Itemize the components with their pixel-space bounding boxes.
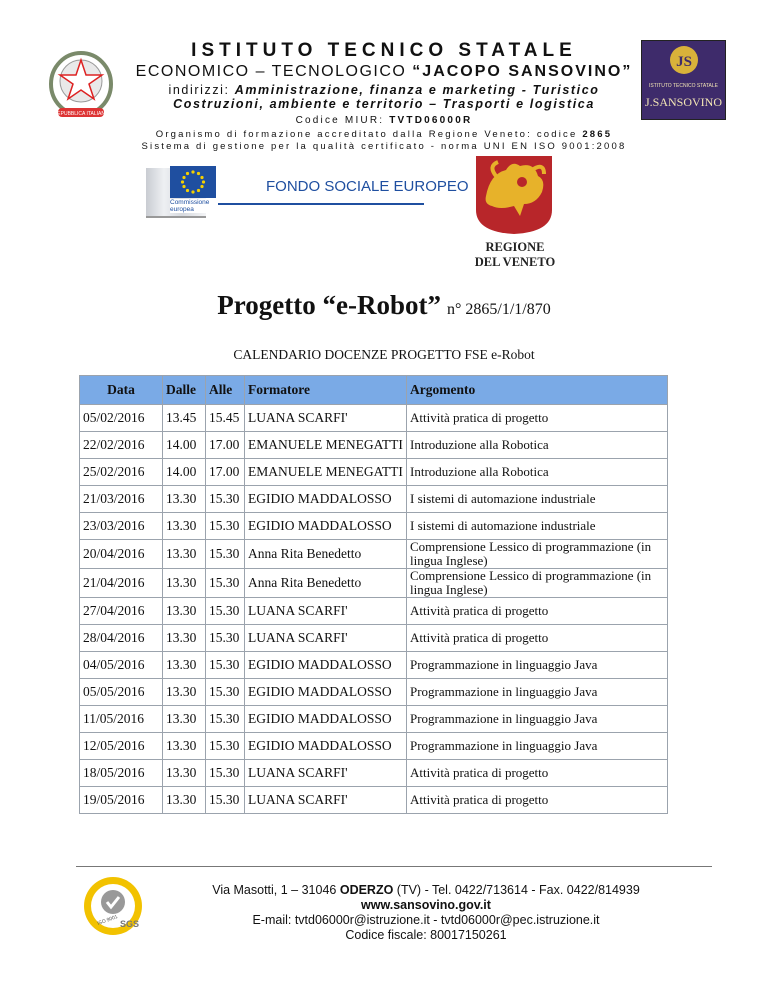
svg-text:JS: JS	[675, 54, 692, 70]
table-row	[80, 760, 668, 787]
cell-topic: Programmazione in linguaggio Java	[407, 706, 668, 733]
cell-to: 15.30	[206, 706, 245, 733]
cell-date: 04/05/2016	[80, 652, 163, 679]
cell-from: 14.00	[163, 432, 206, 459]
cell-trainer: EGIDIO MADDALOSSO	[245, 652, 407, 679]
eu-flag-icon	[170, 166, 216, 198]
cell-to: 17.00	[206, 432, 245, 459]
region-line2: DEL VENETO	[474, 255, 556, 269]
footer-city: ODERZO	[339, 883, 394, 897]
cell-to: 15.30	[206, 679, 245, 706]
cell-from: 13.30	[163, 679, 206, 706]
header-dalle: Dalle	[163, 376, 206, 405]
footer-fiscal-code: Codice fiscale: 80017150261	[345, 928, 507, 942]
cell-topic: Attività pratica di progetto	[407, 760, 668, 787]
sgs-certification-logo	[82, 875, 144, 937]
table-row	[80, 540, 668, 569]
cell-to: 15.30	[206, 569, 245, 598]
cell-to: 15.30	[206, 513, 245, 540]
fse-label: FONDO SOCIALE EUROPEO	[266, 178, 469, 195]
cell-trainer: EGIDIO MADDALOSSO	[245, 486, 407, 513]
table-row	[80, 569, 668, 598]
cell-from: 13.30	[163, 569, 206, 598]
fse-line	[218, 203, 424, 205]
cell-to: 15.30	[206, 760, 245, 787]
cell-topic: Attività pratica di progetto	[407, 625, 668, 652]
cell-date: 11/05/2016	[80, 706, 163, 733]
table-body	[80, 405, 668, 814]
sansovino-logo	[641, 40, 726, 120]
cell-topic: Programmazione in linguaggio Java	[407, 733, 668, 760]
cell-trainer: EGIDIO MADDALOSSO	[245, 733, 407, 760]
cell-to: 15.30	[206, 598, 245, 625]
cell-topic: Introduzione alla Robotica	[407, 432, 668, 459]
cell-topic: Attività pratica di progetto	[407, 598, 668, 625]
cell-date: 21/03/2016	[80, 486, 163, 513]
sgs-label: SGS	[120, 919, 140, 929]
institute-name: ISTITUTO TECNICO STATALE	[191, 40, 577, 61]
cell-trainer: EGIDIO MADDALOSSO	[245, 679, 407, 706]
footer-website[interactable]: www.sansovino.gov.it	[361, 898, 491, 912]
table-row	[80, 787, 668, 814]
cell-topic: Attività pratica di progetto	[407, 405, 668, 432]
cell-from: 13.30	[163, 760, 206, 787]
cell-date: 28/04/2016	[80, 625, 163, 652]
cell-trainer: EGIDIO MADDALOSSO	[245, 706, 407, 733]
cell-date: 20/04/2016	[80, 540, 163, 569]
cell-trainer: Anna Rita Benedetto	[245, 569, 407, 598]
cell-date: 21/04/2016	[80, 569, 163, 598]
cell-to: 15.45	[206, 405, 245, 432]
commission-label: Commissione europea	[170, 199, 216, 213]
cell-topic: I sistemi di automazione industriale	[407, 513, 668, 540]
cell-topic: Programmazione in linguaggio Java	[407, 679, 668, 706]
cell-date: 19/05/2016	[80, 787, 163, 814]
cell-trainer: LUANA SCARFI'	[245, 598, 407, 625]
cell-to: 15.30	[206, 540, 245, 569]
cell-topic: I sistemi di automazione industriale	[407, 486, 668, 513]
cell-from: 13.30	[163, 540, 206, 569]
institute-type: ECONOMICO – TECNOLOGICO “JACOPO SANSOVINO”	[135, 63, 633, 80]
cell-from: 13.45	[163, 405, 206, 432]
regione-veneto-label	[462, 240, 568, 270]
cell-trainer: Anna Rita Benedetto	[245, 540, 407, 569]
sansovino-name: J.SANSOVINO	[644, 95, 722, 109]
cell-trainer: EMANUELE MENEGATTI	[245, 459, 407, 486]
cell-to: 15.30	[206, 652, 245, 679]
cell-from: 13.30	[163, 652, 206, 679]
cell-date: 05/02/2016	[80, 405, 163, 432]
cell-from: 14.00	[163, 459, 206, 486]
project-title	[0, 290, 768, 321]
cell-topic: Attività pratica di progetto	[407, 787, 668, 814]
region-line1: REGIONE	[485, 240, 545, 254]
cell-date: 12/05/2016	[80, 733, 163, 760]
table-header-row	[80, 376, 668, 405]
cell-from: 13.30	[163, 598, 206, 625]
cell-date: 05/05/2016	[80, 679, 163, 706]
iso-label: ISO 9001	[96, 914, 119, 927]
cell-trainer: LUANA SCARFI'	[245, 760, 407, 787]
footer-divider	[76, 866, 712, 867]
cell-trainer: LUANA SCARFI'	[245, 787, 407, 814]
cell-from: 13.30	[163, 706, 206, 733]
cell-trainer: EMANUELE MENEGATTI	[245, 432, 407, 459]
cell-date: 23/03/2016	[80, 513, 163, 540]
table-row	[80, 706, 668, 733]
project-name: Progetto “e-Robot”	[217, 290, 441, 320]
table-row	[80, 432, 668, 459]
cell-to: 17.00	[206, 459, 245, 486]
cell-to: 15.30	[206, 733, 245, 760]
regione-veneto-lion-logo	[472, 152, 556, 236]
cell-to: 15.30	[206, 486, 245, 513]
table-row	[80, 679, 668, 706]
cell-topic: Comprensione Lessico di programmazione (in lingua Inglese)	[407, 569, 668, 598]
cell-from: 13.30	[163, 733, 206, 760]
miur-code: Codice MIUR: TVTD06000R	[295, 115, 473, 126]
table-row	[80, 598, 668, 625]
schedule-table	[79, 375, 668, 814]
cell-trainer: LUANA SCARFI'	[245, 405, 407, 432]
cell-date: 27/04/2016	[80, 598, 163, 625]
republic-label: REPUBBLICA ITALIANA	[53, 111, 109, 117]
cell-from: 13.30	[163, 625, 206, 652]
table-row	[80, 486, 668, 513]
cell-from: 13.30	[163, 513, 206, 540]
project-code: n° 2865/1/1/870	[446, 301, 551, 318]
fse-logo	[146, 164, 469, 218]
cell-trainer: LUANA SCARFI'	[245, 625, 407, 652]
table-row	[80, 459, 668, 486]
sansovino-small-text: ISTITUTO TECNICO STATALE	[649, 83, 718, 89]
cell-to: 15.30	[206, 787, 245, 814]
table-row	[80, 733, 668, 760]
header-argomento: Argomento	[407, 376, 668, 405]
table-row	[80, 652, 668, 679]
cell-to: 15.30	[206, 625, 245, 652]
footer-address: Via Masotti, 1 – 31046 ODERZO (TV) - Tel. 0422/713614 - Fax. 0422/814939	[212, 883, 640, 897]
cell-date: 25/02/2016	[80, 459, 163, 486]
table-row	[80, 405, 668, 432]
cell-date: 22/02/2016	[80, 432, 163, 459]
sansovino-crest-icon	[664, 44, 704, 78]
cell-from: 13.30	[163, 787, 206, 814]
table-row	[80, 513, 668, 540]
calendar-subtitle: CALENDARIO DOCENZE PROGETTO FSE e-Robot	[233, 347, 535, 362]
cell-from: 13.30	[163, 486, 206, 513]
cell-date: 18/05/2016	[80, 760, 163, 787]
footer-email[interactable]: E-mail: tvtd06000r@istruzione.it - tvtd06000r@pec.istruzione.it	[252, 913, 600, 927]
cell-topic: Introduzione alla Robotica	[407, 459, 668, 486]
cell-topic: Programmazione in linguaggio Java	[407, 652, 668, 679]
accreditation-line: Organismo di formazione accreditato dalla Regione Veneto: codice 2865	[155, 129, 613, 140]
header-formatore: Formatore	[245, 376, 407, 405]
institute-addresses-2: Costruzioni, ambiente e territorio – Trasporti e logistica	[173, 97, 595, 111]
cell-topic: Comprensione Lessico di programmazione (in lingua Inglese)	[407, 540, 668, 569]
header-data: Data	[80, 376, 163, 405]
institute-addresses: indirizzi: Amministrazione, finanza e marketing - Turistico	[168, 83, 600, 97]
quality-line: Sistema di gestione per la qualità certificato - norma UNI EN ISO 9001:2008	[141, 141, 627, 152]
table-row	[80, 625, 668, 652]
cell-trainer: EGIDIO MADDALOSSO	[245, 513, 407, 540]
header-alle: Alle	[206, 376, 245, 405]
